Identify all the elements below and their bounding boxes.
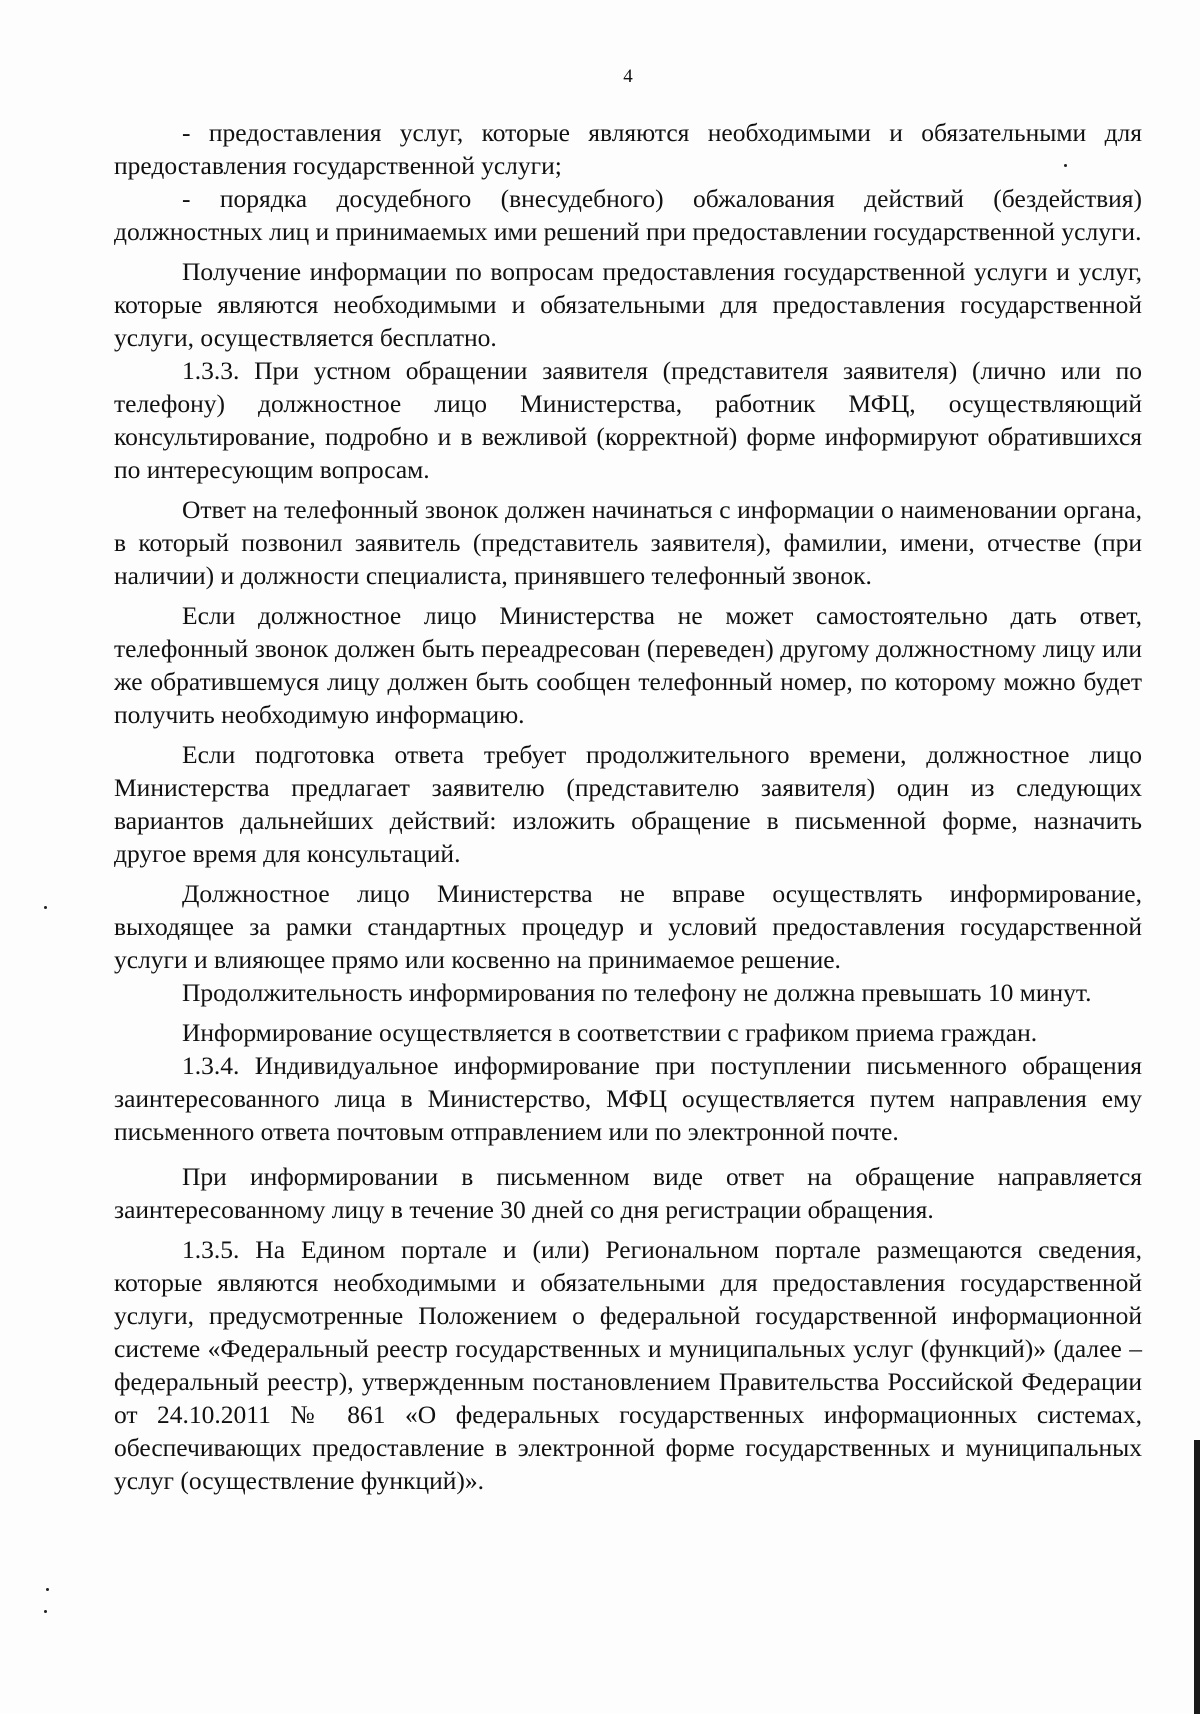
paragraph-reception-schedule: Информирование осуществляется в соответствии с графиком приема граждан. (182, 1018, 1038, 1047)
scan-speck (46, 1588, 49, 1591)
paragraph-appeal-procedure-list-item: - порядка досудебного (внесудебного) обжалования действий (бездействия) должностных лиц и принимаемых ими решений при предоставлении государственной услуги. (114, 184, 1142, 246)
paragraph-section-1-3-4: 1.3.4. Индивидуальное информирование при поступлении письменного обращения заинтересованного лица в Министерство, МФЦ осуществляется путем направления ему письменного ответа почтовым отправлением или по электронной почте. (114, 1051, 1142, 1146)
paragraph-call-duration: Продолжительность информирования по телефону не должна превышать 10 минут. (182, 978, 1092, 1007)
paragraph-informing-limits: Должностное лицо Министерства не вправе осуществлять информирование, выходящее за рамки стандартных процедур и условий предоставления государственной услуги и влияющее прямо или косвенно на принимаемое решение. (114, 879, 1142, 974)
paragraph-call-redirect: Если должностное лицо Министерства не может самостоятельно дать ответ, телефонный звонок должен быть переадресован (переведен) другому должностному лицу или же обратившемуся лицу должен быть сообщен телефонный номер, по которому можно будет получить необходимую информацию. (114, 601, 1142, 729)
document-body (114, 116, 1142, 1497)
paragraph-services-list-item: - предоставления услуг, которые являются необходимыми и обязательными для предоставления государственной услуги; (114, 118, 1142, 180)
paragraph-phone-answer: Ответ на телефонный звонок должен начинаться с информации о наименовании органа, в который позвонил заявитель (представитель заявителя), фамилии, имени, отчестве (при наличии) и должности специалиста, принявшего телефонный звонок. (114, 495, 1142, 590)
scan-speck (44, 906, 47, 909)
paragraph-section-1-3-3: 1.3.3. При устном обращении заявителя (представителя заявителя) (лично или по телефону) должностное лицо Министерства, работник МФЦ, осуществляющий консультирование, подробно и в вежливой (корректной) форме информируют обратившихся по интересующим вопросам. (114, 356, 1142, 484)
scan-edge-shadow (1194, 1440, 1200, 1714)
paragraph-long-preparation: Если подготовка ответа требует продолжительного времени, должностное лицо Министерства предлагает заявителю (представителю заявителя) один из следующих вариантов дальнейших действий: изложить обращение в письменной форме, назначить другое время для консультаций. (114, 740, 1142, 868)
paragraph-written-reply: При информировании в письменном виде ответ на обращение направляется заинтересованному лицу в течение 30 дней со дня регистрации обращения. (114, 1162, 1142, 1224)
page-number: 4 (623, 66, 633, 87)
scan-speck (1064, 164, 1067, 167)
scan-speck (44, 1610, 47, 1613)
paragraph-section-1-3-5: 1.3.5. На Едином портале и (или) Региональном портале размещаются сведения, которые являются необходимыми и обязательными для предоставления государственной услуги, предусмотренные Положением о федеральной государственной информационной системе «Федеральный реестр государственных и муниципальных услуг (функций)» (далее – федеральный реестр), утвержденным постановлением Правительства Российской Федерации от 24.10.2011 № 861 «О федеральных государственных информационных системах, обеспечивающих предоставление в электронной форме государственных и муниципальных услуг (осуществление функций)». (114, 1235, 1142, 1495)
paragraph-free-information: Получение информации по вопросам предоставления государственной услуги и услуг, которые являются необходимыми и обязательными для предоставления государственной услуги, осуществляется бесплатно. (114, 257, 1142, 352)
